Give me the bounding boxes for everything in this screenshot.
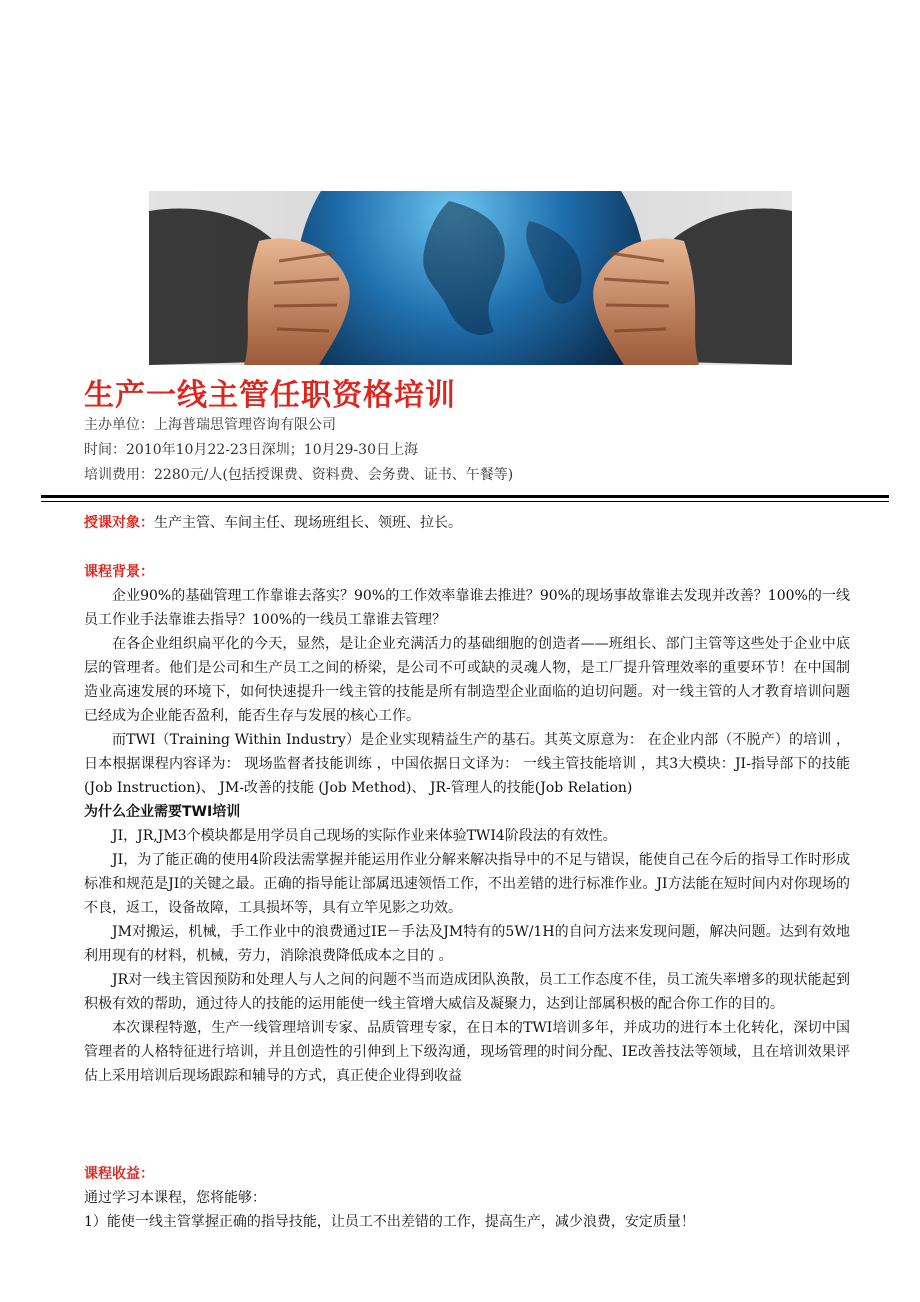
why-paragraph: JR对一线主管因预防和处理人与人之间的问题不当而造成团队涣散，员工工作态度不佳，员工流失率增多的现状能起到积极有效的帮助，通过待人的技能的运用能使一线主管增大威信及凝聚力，达到让部属积极的配合你工作的目的。 bbox=[84, 972, 850, 1012]
why-paragraph: JI，为了能正确的使用4阶段法需掌握并能运用作业分解来解决指导中的不足与错误，能使自己在今后的指导工作时形成标准和规范是JI的关键之最。正确的指导能让部属迅速领悟工作，不出差错的进行标准作业。JI方法能在短时间内对你现场的不良，返工，设备故障，工具损坏等，具有立竿见影之功效。 bbox=[84, 852, 850, 916]
benefits-intro: 通过学习本课程，您将能够： bbox=[84, 1190, 266, 1206]
benefits-section bbox=[84, 1162, 850, 1234]
benefits-item: 1）能使一线主管掌握正确的指导技能，让员工不出差错的工作，提高生产，减少浪费，安定质量！ bbox=[84, 1214, 695, 1230]
why-paragraph: JI，JR,JM3个模块都是用学员自己现场的实际作业来体验TWI4阶段法的有效性。 bbox=[112, 828, 617, 844]
divider-thin bbox=[41, 501, 889, 502]
why-paragraph: JM对搬运，机械，手工作业中的浪费通过IE－手法及JM特有的5W/1H的自问方法来发现问题，解决问题。达到有效地利用现有的材料，机械，劳力，消除浪费降低成本之目的 。 bbox=[84, 924, 850, 964]
background-paragraph: 而TWI（Training Within Industry）是企业实现精益生产的基石。其英文原意为： 在企业内部（不脱产）的培训 ，日本根据课程内容译为： 现场监督者技能训练 ，中国依据日文译为： 一线主管技能培训 ，其3大模块：JI-指导部下的技能 (Job Instruction)、 JM-改善的技能 (Job Method)、 JR-管理人的技能(Job Relation) bbox=[84, 732, 850, 796]
background-section bbox=[84, 560, 850, 1088]
benefits-label: 课程收益： bbox=[84, 1166, 154, 1182]
why-paragraph: 本次课程特邀，生产一线管理培训专家、品质管理专家，在日本的TWI培训多年，并成功的进行本土化转化，深切中国管理者的人格特征进行培训，并且创造性的引伸到上下级沟通，现场管理的时间分配、IE改善技法等领域，且在培训效果评估上采用培训后现场跟踪和辅导的方式，真正使企业得到收益 bbox=[84, 1020, 850, 1084]
audience-section bbox=[84, 511, 850, 535]
divider-thick bbox=[41, 495, 889, 498]
why-heading: 为什么企业需要TWI培训 bbox=[84, 804, 241, 820]
time-text: 时间：2010年10月22-23日深圳；10月29-30日上海 bbox=[84, 442, 418, 458]
audience-label: 授课对象： bbox=[84, 515, 154, 531]
page-title: 生产一线主管任职资格培训 bbox=[84, 378, 456, 413]
background-label: 课程背景： bbox=[84, 564, 154, 580]
background-paragraph: 企业90%的基础管理工作靠谁去落实？90%的工作效率靠谁去推进？90%的现场事故靠谁去发现并改善？100%的一线员工作业手法靠谁去指导？100%的一线员工靠谁去管理？ bbox=[84, 588, 850, 628]
organizer-text: 主办单位：上海普瑞思管理咨询有限公司 bbox=[84, 417, 336, 433]
fee-text: 培训费用：2280元/人(包括授课费、资料费、会务费、证书、午餐等) bbox=[84, 467, 514, 483]
audience-text: 生产主管、车间主任、现场班组长、领班、拉长。 bbox=[154, 515, 462, 531]
background-paragraph: 在各企业组织扁平化的今天，显然，是让企业充满活力的基础细胞的创造者——班组长、部门主管等这些处于企业中底层的管理者。他们是公司和生产员工之间的桥梁，是公司不可或缺的灵魂人物，是工厂提升管理效率的重要环节！在中国制造业高速发展的环境下，如何快速提升一线主管的技能是所有制造型企业面临的迫切问题。对一线主管的人才教育培训问题已经成为企业能否盈利，能否生存与发展的核心工作。 bbox=[84, 636, 850, 724]
banner-image bbox=[149, 191, 792, 365]
globe-hands-photo bbox=[149, 191, 792, 365]
